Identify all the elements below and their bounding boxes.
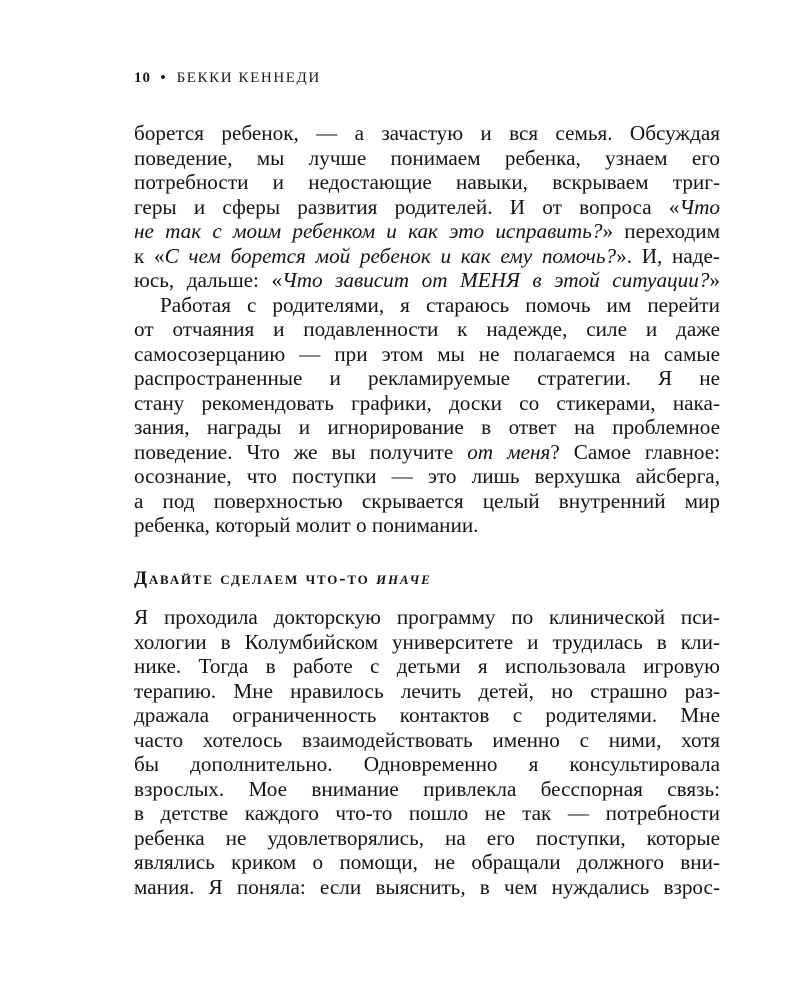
text-line: хологии в Колумбийском университете и трудилась в кли-: [134, 629, 720, 654]
text-line: геры и сферы развития родителей. И от вопроса «Что: [134, 194, 720, 219]
text-line: часто хотелось взаимодействовать именно с ними, хотя: [134, 727, 720, 752]
text-line: поведение, мы лучше понимаем ребенка, узнаем его: [134, 145, 720, 170]
text-line: распространенные и рекламируемые стратегии. Я не: [134, 366, 720, 390]
running-head: [134, 70, 321, 87]
page-number: 10: [134, 70, 151, 86]
paragraph-1: [134, 121, 720, 293]
heading-emphasis: иначе: [376, 568, 432, 589]
text-line: ребенка, который молит о понимании.: [134, 513, 479, 537]
text-line: потребности и недостающие навыки, вскрываем триг-: [134, 170, 720, 194]
text-line: ребенка не удовлетворялись, на его поступки, которые: [134, 825, 720, 850]
text-line: взрослых. Мое внимание привлекла бесспорная связь:: [134, 776, 720, 801]
text-line: являлись криком о помощи, не обращали должного вни-: [134, 850, 720, 874]
text-line: от отчаяния и подавленности к надежде, силе и даже: [134, 317, 720, 341]
text-line: мания. Я поняла: если выяснить, в чем нуждались взрос-: [134, 874, 720, 899]
text-line: бы дополнительно. Одновременно я консультировала: [134, 752, 720, 776]
text-line: юсь, дальше: «Что зависит от МЕНЯ в этой ситуации?»: [134, 268, 721, 292]
text-line: к «С чем борется мой ребенок и как ему помочь?». И, наде-: [134, 243, 720, 268]
text-line: осознание, что поступки — это лишь верхушка айсберга,: [134, 464, 720, 488]
paragraph-2: [134, 293, 720, 538]
author-name: БЕККИ КЕННЕДИ: [176, 70, 321, 86]
paragraph-3: [134, 605, 720, 899]
text-line: нике. Тогда в работе с детьми я использовала игровую: [134, 654, 720, 678]
text-line: в детстве каждого что-то пошло не так — потребности: [134, 801, 720, 825]
text-line: а под поверхностью скрывается целый внутренний мир: [134, 488, 720, 513]
text-line: самосозерцанию — при этом мы не полагаемся на самые: [134, 341, 720, 366]
text-line: дражала ограниченность контактов с родителями. Мне: [134, 703, 720, 727]
text-line: поведение. Что же вы получите от меня? Самое главное:: [134, 439, 720, 464]
text-line: Работая с родителями, я стараюсь помочь им перейти: [160, 292, 720, 317]
text-line: Я проходила докторскую программу по клинической пси-: [134, 605, 720, 629]
text-line: не так с моим ребенком и как это исправить?» переходим: [134, 219, 720, 243]
text-line: борется ребенок, — а зачастую и вся семья. Обсуждая: [134, 121, 720, 145]
section-heading: [134, 568, 432, 590]
text-line: зания, награды и игнорирование в ответ на проблемное: [134, 415, 720, 439]
heading-text: Давайте сделаем что-то: [134, 568, 370, 589]
separator-bullet: •: [160, 70, 168, 86]
text-line: терапию. Мне нравилось лечить детей, но страшно раз-: [134, 678, 720, 703]
text-line: стану рекомендовать графики, доски со стикерами, нака-: [134, 390, 720, 415]
